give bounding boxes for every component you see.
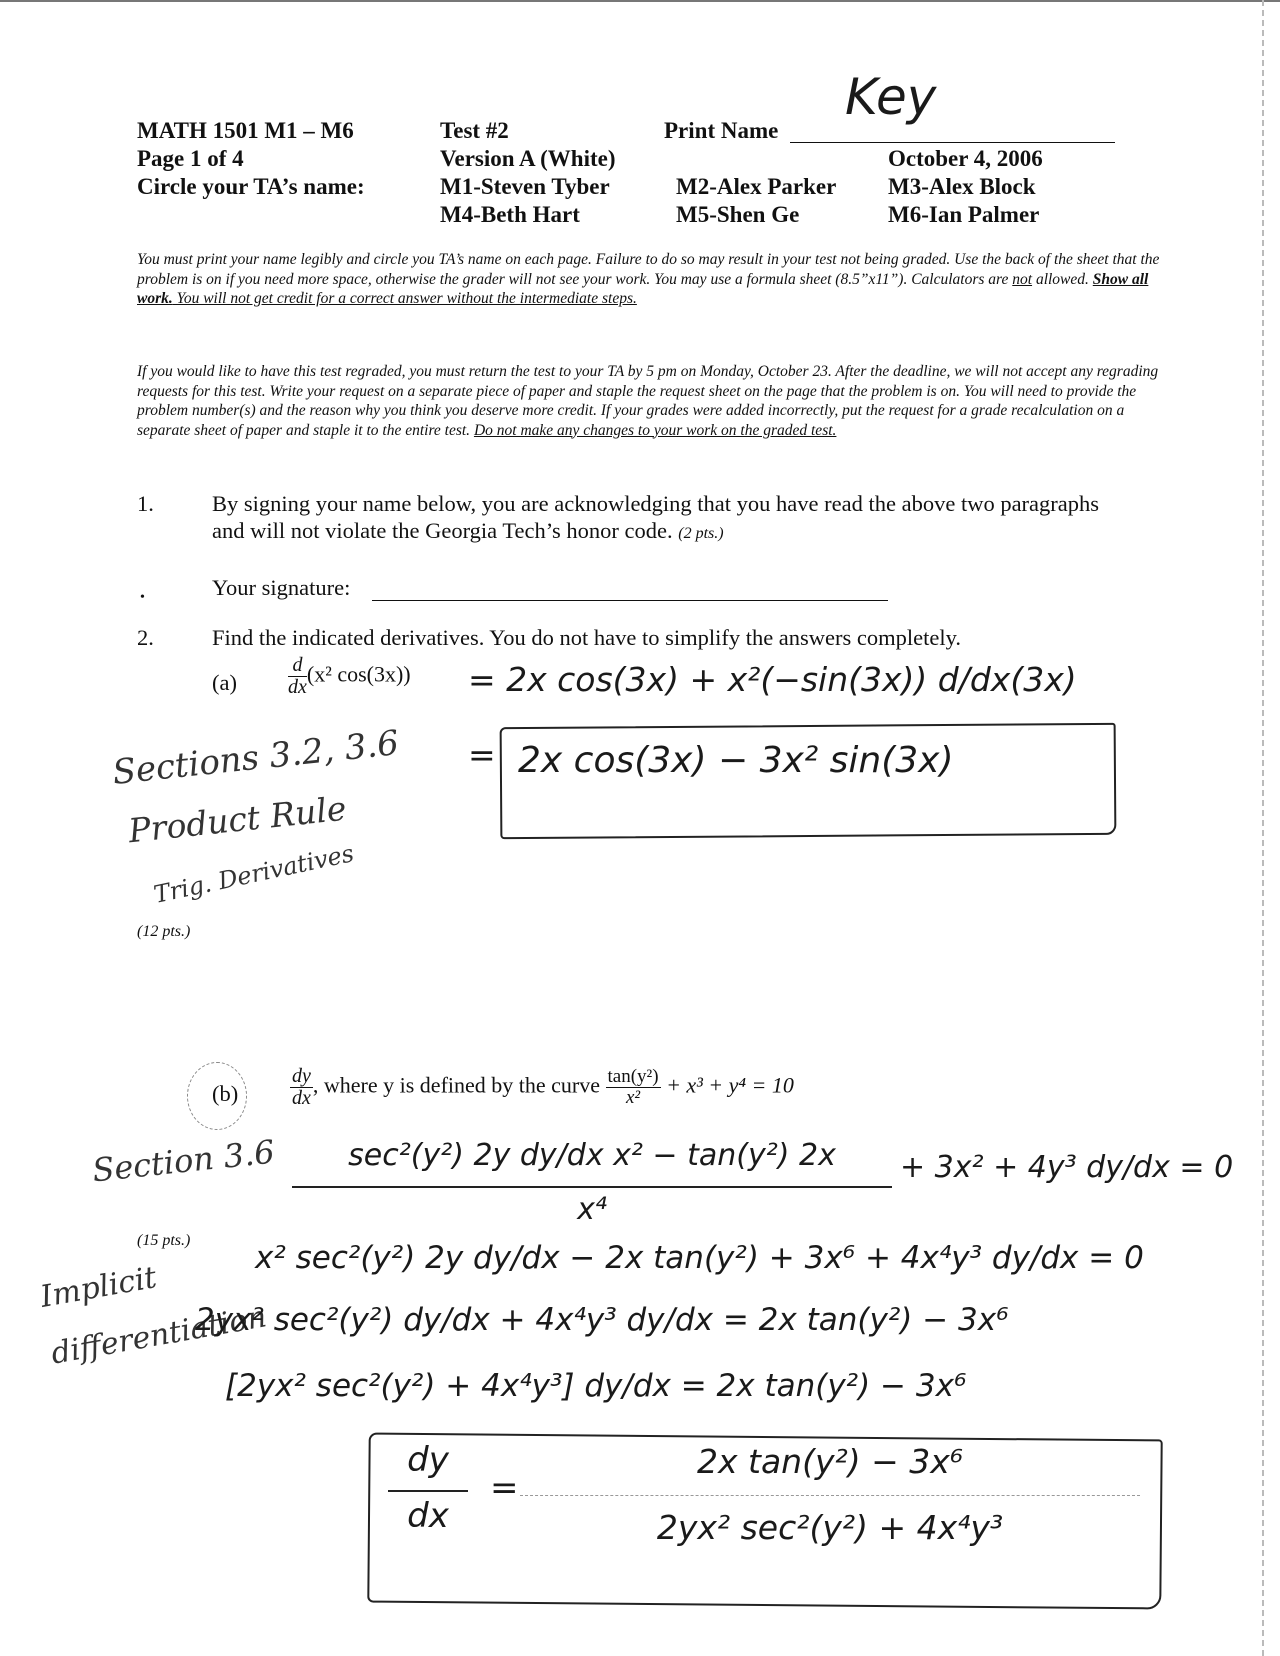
q2b-label: (b) xyxy=(212,1081,239,1106)
q2b-step1-rest: + 3x² + 4y³ dy/dx = 0 xyxy=(900,1150,1234,1185)
q2b-step1-denominator: x⁴ xyxy=(577,1192,607,1227)
q2b-answer-numerator: 2x tan(y²) − 3x⁶ xyxy=(697,1442,963,1481)
q2-text: Find the indicated derivatives. You do not have to simplify the answers completely. xyxy=(212,625,962,650)
signature-line[interactable] xyxy=(372,600,888,601)
q2b-answer-lhs-bar xyxy=(388,1490,468,1492)
signature-label: Your signature: xyxy=(212,575,351,600)
course-title: MATH 1501 M1 – M6 xyxy=(137,118,354,143)
print-name-value[interactable]: Key xyxy=(845,68,937,126)
q2a-points: (12 pts.) xyxy=(137,923,191,940)
test-number: Test #2 xyxy=(440,118,509,143)
print-name-label: Print Name xyxy=(664,118,779,143)
q2a-note-sections: Sections 3.2, 3.6 xyxy=(110,723,401,793)
q2a-equals: = xyxy=(468,735,496,774)
q2b-answer-equals: = xyxy=(490,1468,519,1508)
q1-text: By signing your name below, you are acknowledging that you have read the above two paragraphs and will not violate the Georgia Tech’s honor code. (2 pts.) xyxy=(212,491,1100,543)
instructions-paragraph-2: If you would like to have this test regraded, you must return the test to your TA by 5 pm on Monday, October 23. After the deadline, we will not accept any regrading requests for this test. Write your request on a separate piece of paper and staple the request sheet on the page that the problem is on. You will need to provide the problem number(s) and the reason why you think you deserve more credit. If your grades were added incorrectly, put the request for a grade recalculation on a separate sheet of paper and staple it to the entire test. Do not make any changes to your work on the graded test. xyxy=(137,363,1159,439)
q2b-step1-numerator: sec²(y²) 2y dy/dx x² − tan(y²) 2x xyxy=(348,1138,836,1173)
q2a-label: (a) xyxy=(212,670,237,695)
q2a-answer: 2x cos(3x) − 3x² sin(3x) xyxy=(518,740,954,781)
test-version: Version A (White) xyxy=(440,146,616,171)
q2a-expression: $\frac{d}{dx}$ (x² cos(3x)) xyxy=(288,654,411,698)
q2b-points: (15 pts.) xyxy=(137,1232,191,1249)
ta-m5[interactable]: M5-Shen Ge xyxy=(676,202,800,227)
scan-right-edge xyxy=(1262,0,1264,1656)
q2-number: 2. xyxy=(137,625,154,650)
print-name-line xyxy=(790,142,1115,143)
q1-number: 1. xyxy=(137,491,154,516)
ta-m4[interactable]: M4-Beth Hart xyxy=(440,202,580,227)
ta-m1[interactable]: M1-Steven Tyber xyxy=(440,174,610,199)
scan-top-edge xyxy=(0,0,1280,2)
q2b-answer-denominator: 2yx² sec²(y²) + 4x⁴y³ xyxy=(656,1508,1004,1547)
ta-m3[interactable]: M3-Alex Block xyxy=(888,174,1036,199)
q2b-step1-fraction-bar xyxy=(292,1186,892,1188)
q2a-note-rule: Product Rule xyxy=(126,788,349,851)
ta-prompt: Circle your TA’s name: xyxy=(137,174,365,199)
bullet-mark: • xyxy=(140,590,145,605)
page-number: Page 1 of 4 xyxy=(137,146,244,171)
q2b-step2: x² sec²(y²) 2y dy/dx − 2x tan(y²) + 3x⁶ + 4x⁴y³ dy/dx = 0 xyxy=(255,1240,1144,1276)
q2a-note-trig: Trig. Derivatives xyxy=(151,839,357,909)
q2b-note-section: Section 3.6 xyxy=(90,1132,277,1190)
q2b-note-implicit: Implicit xyxy=(37,1260,160,1315)
q2b-note-differentiation: differentiation xyxy=(48,1299,270,1372)
q2a-work: = 2x cos(3x) + x²(−sin(3x)) d/dx(3x) xyxy=(468,660,1077,699)
q2b-answer-lhs-den: dx xyxy=(407,1496,449,1536)
q2b-step3: 2yx² sec²(y²) dy/dx + 4x⁴y³ dy/dx = 2x tan(y²) − 3x⁶ xyxy=(195,1302,1009,1338)
instructions-paragraph-1: You must print your name legibly and circle you TA’s name on each page. Failure to do so may result in your test not being graded. Use the back of the sheet that the problem is on if you need more space, otherwise the grader will not see your work. You may use a formula sheet (8.5”x11”). Calculators are not allowed. Show all work. You will not get credit for a correct answer without the intermediate steps. xyxy=(137,251,1160,307)
q2b-step4: [2yx² sec²(y²) + 4x⁴y³] dy/dx = 2x tan(y²) − 3x⁶ xyxy=(225,1368,967,1404)
q2b-answer-lhs-num: dy xyxy=(407,1440,449,1480)
q2b-answer-fraction-bar xyxy=(520,1495,1140,1496)
test-date: October 4, 2006 xyxy=(888,146,1043,171)
q2b-expression: $\frac{dy}{dx}$ , where y is defined by the curve $\frac{\text{tan(y²)}}{\text{x²}}$ + x³ + y⁴ = 10 xyxy=(292,1065,794,1109)
ta-m6[interactable]: M6-Ian Palmer xyxy=(888,202,1040,227)
ta-m2[interactable]: M2-Alex Parker xyxy=(676,174,837,199)
